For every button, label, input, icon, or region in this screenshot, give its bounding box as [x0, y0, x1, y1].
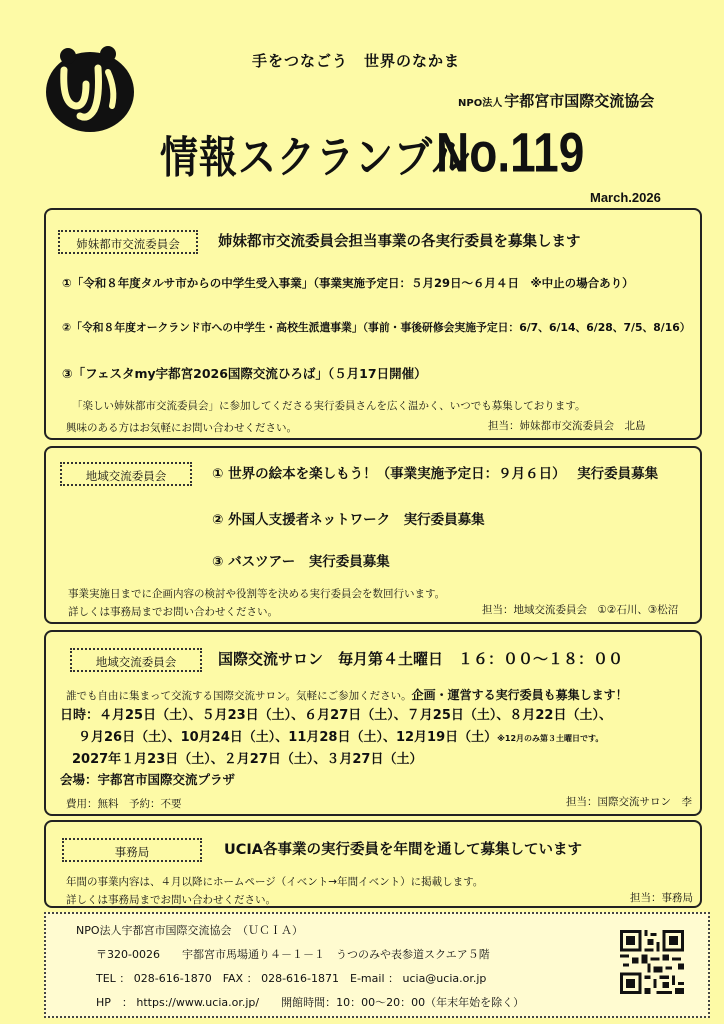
salon-dates-line-1: 日時：４月25日（土）、５月23日（土）、６月27日（土）、７月25日（土）、８月22日（土）、: [60, 708, 612, 723]
note: 年間の事業内容は、４月以降にホームページ（イベント→年間イベント）に掲載します。: [66, 876, 484, 888]
note: 詳しくは事務局までお問い合わせください。: [68, 606, 278, 618]
note: 詳しくは事務局までお問い合わせください。: [66, 894, 276, 906]
section-tag: 事務局: [62, 838, 202, 862]
list-item: ② 外国人支援者ネットワーク 実行委員募集: [212, 512, 485, 528]
note: 興味のある方はお気軽にお問い合わせください。: [66, 422, 297, 434]
footer-address: 〒320-0026 宇都宮市馬場通り４－１－１ うつのみや表参道スクエア５階: [96, 948, 490, 961]
issue-date: March.2026: [590, 190, 661, 205]
intro-text: 誰でも自由に集まって交流する国際交流サロン。気軽にご参加ください。: [66, 690, 412, 702]
list-item: ②「令和８年度オークランド市への中学生・高校生派遣事業」（事前・事後研修会実施予定日：6/7、6/14、6/28、7/5、8/16）: [62, 321, 691, 334]
qr-code-icon[interactable]: [620, 930, 684, 994]
ucia-logo: [42, 40, 138, 136]
salon-dates-line-3: 2027年１月23日（土）、２月27日（土）、３月27日（土）: [72, 752, 423, 767]
section-heading: 姉妹都市交流委員会担当事業の各実行委員を募集します: [218, 234, 581, 250]
list-item: ①「令和８年度タルサ市からの中学生受入事業」（事業実施予定日：５月29日～６月４日 ※中止の場合あり）: [62, 276, 634, 290]
section-heading: UCIA各事業の実行委員を年間を通して募集しています: [224, 842, 583, 858]
contact: 担当：国際交流サロン 李: [566, 796, 692, 808]
footer-website[interactable]: HP ： https://www.ucia.or.jp/ 開館時間：10：00～20：00（年末年始を除く）: [96, 996, 525, 1009]
org-prefix: NPO法人: [458, 98, 503, 109]
intro-bold: 企画・運営する実行委員も募集します！: [411, 688, 628, 702]
dates-note: ※12月のみ第３土曜日です。: [497, 734, 604, 743]
footer-contact: TEL ： 028-616-1870 FAX ： 028-616-1871 E-mail ： ucia@ucia.or.jp: [96, 972, 487, 985]
footer-org: NPO法人宇都宮市国際交流協会 （ＵＣＩＡ）: [76, 924, 304, 937]
salon-venue: 会場：宇都宮市国際交流プラザ: [60, 772, 236, 787]
slogan: 手をつなごう 世界のなかま: [252, 52, 461, 70]
contact: 担当：姉妹都市交流委員会 北島: [488, 420, 646, 432]
salon-intro: [66, 686, 628, 703]
section-tag: 地域交流委員会: [60, 462, 192, 486]
note: 「楽しい姉妹都市交流委員会」に参加してくださる実行委員さんを広く温かく、いつでも募集しております。: [72, 400, 586, 412]
list-item: ③ バスツアー 実行委員募集: [212, 554, 390, 570]
contact: 担当：地域交流委員会 ①②石川、③松沼: [482, 604, 679, 616]
newsletter-title: 情報スクランブル: [160, 132, 471, 183]
contact: 担当：事務局: [630, 892, 693, 904]
section-tag: 姉妹都市交流委員会: [58, 230, 198, 254]
salon-dates-line-2: [78, 726, 603, 745]
org-name-text: 宇都宮市国際交流協会: [504, 92, 655, 110]
org-name: [458, 90, 654, 111]
section-heading: 国際交流サロン 毎月第４土曜日 １６：００～１８：００: [218, 650, 624, 668]
section-tag: 地域交流委員会: [70, 648, 202, 672]
list-item: ① 世界の絵本を楽しもう！（事業実施予定日：９月６日） 実行委員募集: [212, 466, 659, 482]
note: 事業実施日までに企画内容の検討や役割等を決める実行委員会を数回行います。: [68, 588, 446, 600]
salon-fee: 費用：無料 予約：不要: [66, 798, 182, 810]
issue-number: No.119: [436, 121, 585, 184]
list-item: ③「フェスタmy宇都宮2026国際交流ひろば」（５月17日開催）: [62, 366, 427, 381]
dates-text: ９月26日（土）、10月24日（土）、11月28日（土）、12月19日（土）: [78, 730, 498, 745]
